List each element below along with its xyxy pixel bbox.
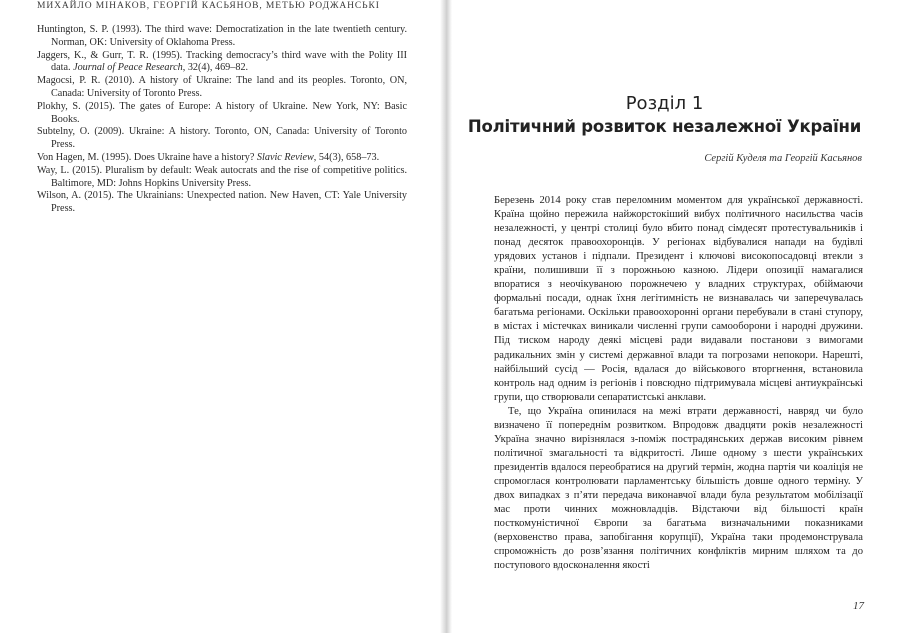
book-gutter <box>440 0 452 633</box>
reference-entry <box>37 165 407 191</box>
chapter-title: Політичний розвиток незалежної України <box>467 117 862 136</box>
reference-text: , 32(4), 469–82. <box>182 62 249 74</box>
reference-entry <box>37 24 407 50</box>
journal-title: Slavic Review <box>256 151 314 163</box>
reference-entry <box>37 152 407 165</box>
body-paragraph: Те, що Україна опинилася на межі втрати державності, навряд чи було визначено її попереднім розвитком. Впродовж двадцяти років незалежності Україна значно вирізнялася з-поміж пострадянських держав високим рівнем політичної змагальності та відкритості. Лише одному з шести українських президентів вдалося переобратися на другий термін, жодна партія чи коаліція не спромоглася контролювати парламентську більшість довше одного терміну. У двох випадках з п’яти передача виконавчої влади була результатом мобілізації мас проти чинних можновладців. Відстаючи від більшості країн посткомуністичної Європи за багатьма визначальними показниками (верховенство права, запобігання корупції), Україна таки продемонструвала спроможність до розв’язання політичних конфліктів мирним шляхом та до поступового вдосконалення якості <box>494 405 863 572</box>
reference-entry <box>37 126 407 152</box>
reference-list <box>37 24 407 216</box>
reference-entry <box>37 190 407 216</box>
reference-text: Plokhy, S. (2015). The gates of Europe: A history of Ukraine. New York, NY: Basic Books. <box>37 100 407 125</box>
running-head: МИХАЙЛО МІНАКОВ, ГЕОРГІЙ КАСЬЯНОВ, МЕТЬЮ РОДЖАНСЬКІ <box>37 1 380 11</box>
reference-text: Subtelny, O. (2009). Ukraine: A history. Toronto, ON, Canada: University of Toronto Press. <box>37 126 407 151</box>
chapter-body <box>494 194 863 573</box>
reference-text: , 54(3), 658–73. <box>313 151 380 163</box>
reference-text: Von Hagen, M. (1995). Does Ukraine have a history? <box>37 151 257 163</box>
reference-text: Jaggers, K., & Gurr, T. R. (1995). Tracking democracy’s third wave with the Polity III data. <box>37 49 407 74</box>
reference-text: Huntington, S. P. (1993). The third wave: Democratization in the late twentieth century. Norman, OK: University of Oklahoma Press. <box>37 24 407 48</box>
reference-text: Way, L. (2015). Pluralism by default: Weak autocrats and the rise of competitive politics. Baltimore, MD: Johns Hopkins University Press. <box>37 164 407 189</box>
left-page <box>0 0 440 633</box>
chapter-number: Розділ 1 <box>625 93 704 114</box>
reference-entry <box>37 101 407 127</box>
body-paragraph: Березень 2014 року став переломним моментом для української державності. Країна щойно пережила найжорстокіший вибух політичного насильства часів незалежності, у центрі столиці було вбито понад сімдесят протестувальників і понад десяток правоохоронців. У регіонах відбувалися напади на будівлі урядових установ і підпали. Президент і ключові високопосадовці втекли з країни, полишивши її з порожньою казною. Лідери опозиції намагалися впоратися з неочікуваною порожнечею у владних структурах, обіймаючи формальні посади, однак їхня легітимність не визнавалась чи заперечувалась багатьма регіонами. Оскільки правоохоронні органи перебували в стані ступору, в містах і містечках виникали численні групи самооборони і народні дружини. Під тиском народу деякі місцеві ради видавали постанови з вимогами радикальних змін у системі державної влади та погрозами непокори. Нарешті, найбільший сусід — Росія, вдалася до військового вторгнення, встановила контроль над одним із регіонів і повсюдно підтримувала місцеві антиукраїнські групи, що створювали сепаратистські анклави. <box>494 195 863 403</box>
reference-entry <box>37 50 407 76</box>
journal-title: Journal of Peace Research <box>73 62 183 74</box>
reference-entry <box>37 75 407 101</box>
page-number: 17 <box>853 600 864 612</box>
reference-text: Magocsi, P. R. (2010). A history of Ukraine: The land and its peoples. Toronto, ON, Canada: University of Toronto Press. <box>37 75 407 99</box>
chapter-authors: Сергій Куделя та Георгій Касьянов <box>704 153 862 164</box>
reference-text: Wilson, A. (2015). The Ukrainians: Unexpected nation. New Haven, CT: Yale University Press. <box>37 190 407 215</box>
